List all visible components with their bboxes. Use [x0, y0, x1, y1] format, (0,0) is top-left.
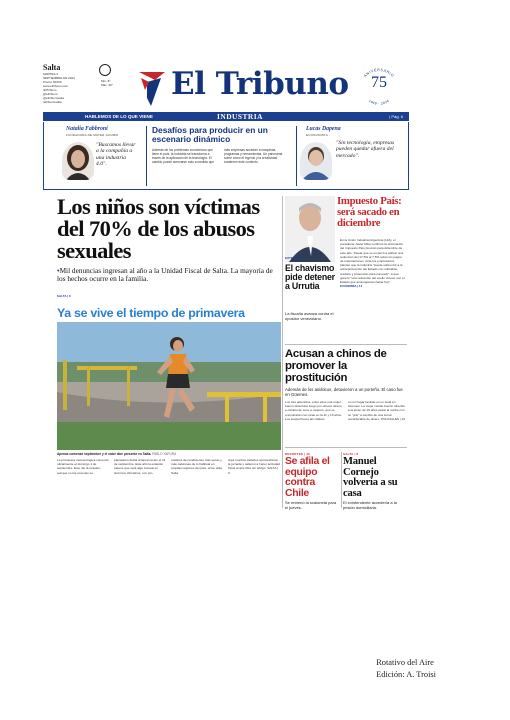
body-column: en un hogar familiar en un local en Güemes. La mujer celular fueron ofrecido a la joven de 16 años pasar la noche con su "jefe" a cambio de una suma considerable de dinero. POLICIALES | 22	[348, 400, 406, 421]
section-tag: SALTA | 8	[343, 452, 359, 456]
svg-text:1949 · 2024	[368, 99, 390, 106]
social-facebook: /ElTribuno	[43, 88, 57, 92]
footer-credit	[376, 657, 436, 681]
interview-quote: "Sin tecnología, empresas pueden quedar afuera del mercado".	[336, 140, 395, 159]
anniversary-badge	[355, 63, 403, 109]
anniversary-years: 1949 · 2024	[367, 98, 391, 106]
interviewee-name: Lucas Dapena	[306, 126, 341, 132]
urrutia-photo	[285, 196, 335, 262]
footer-line: Rotativo del Aire	[376, 658, 434, 667]
website-line: www.eltribuno.com	[43, 84, 69, 88]
newspaper-front-page	[43, 62, 409, 512]
body-column: Aquí muchos salteños aprovecharon la jornada y salieron a hacer actividad física al aire libre sin abrigo. SALTA | 9	[228, 458, 280, 475]
price-line: Precio: $1500	[43, 80, 62, 84]
industria-headline: Desafíos para producir en un escenario dinámico	[152, 125, 268, 145]
anniversary-word: ANIVERSARIO	[363, 67, 395, 79]
weather-min: Mín. 8°	[101, 79, 111, 83]
interview-left	[66, 126, 156, 137]
impuesto-body-text: En la Unión Industrial Argentina (UIA), el presidente Javier Milei confirmó la eliminación del Impuesto País previsto para diciembre de este año. Desde que se empezó a aplicar una reducción del 17,5% al 7,5% sobre los pagos de importaciones. Ante los empresarios, planteó que la industria "puede sobrevivir a la sobreprotección del Estado con subsidios, créditos y protección para competir". A qué generó "una reducción del cuello vicioso con el Estado que aconsejamos hasta hoy".	[340, 238, 405, 285]
chile-headline: Se afila el equipo contra Chile	[285, 456, 330, 499]
masthead	[43, 62, 409, 110]
interview-quote: "Buscamos llevar a la compañía a una industria 4.0".	[96, 142, 136, 168]
page-reference: SALTA | 6	[57, 294, 71, 298]
interviewee-role: ECONOMISTA	[306, 133, 328, 137]
avatar	[300, 142, 332, 180]
main-subhead	[57, 267, 281, 283]
footer-line: Edición: A. Troisi	[376, 670, 436, 679]
page-reference: EXTERIOR | 38	[285, 256, 307, 260]
section-tag: DEPORTES | 40	[285, 452, 310, 456]
industria-body: más empresas accedan a máquinas, programas y herramientas. Un panorama sobre cómo el ingenio y la creatividad sostienen este contexto.	[224, 148, 283, 165]
industria-body: Además de los problemas económicos que tiene el país, la industria se transforma a través de la aplicación de la tecnología. El cambio puede acercarse más a medida que	[152, 148, 215, 165]
main-headline: Los niños son víctimas del 70% de los abusos sexuales	[57, 194, 260, 263]
body-column: plantearon debía arranca recién el 21 de septiembre. Este año la estación parece que será algo inusual en términos climáticos, con pro-	[114, 458, 166, 475]
caption-text: Apenas comenzó septiembre y el calor dice presente en Salta.	[57, 452, 152, 456]
body-column: Los tres detenidos, entre ellos una mujer, fueron detenidos luego por ofrecer dinero a cambio de sexo a mujeres, que se encontrarán con otras en la 11 y 13 años. Los sospechosos las citaban	[285, 400, 342, 421]
tribuno-logo-icon	[135, 68, 169, 108]
industria-feature	[152, 126, 292, 144]
weather-icon	[99, 64, 111, 76]
photo-credit: PABLO YAPURA	[152, 452, 177, 456]
section-bar-title: INDUSTRIA	[217, 112, 263, 121]
social-twitter: @eltribuno	[43, 92, 58, 96]
interviewee-name: Natalia Fabbroni	[66, 126, 108, 132]
avatar	[62, 142, 94, 180]
chavismo-subhead: La fiscalía avanza contra el opositor venezolano.	[285, 311, 334, 321]
acusan-body	[285, 400, 407, 440]
section-bar-page: | Pág. 6	[389, 114, 403, 119]
cornejo-story	[343, 452, 407, 511]
date-line: MARTES 3	[43, 72, 58, 76]
chile-story	[285, 452, 339, 511]
weather-info	[101, 79, 113, 87]
industria-strip	[43, 122, 409, 190]
section-bar	[43, 112, 409, 121]
masthead-info	[43, 63, 99, 104]
body-column: La primavera meteorológica comenzó oficialmente el domingo 1 de septiembre. Esto dio la ocasión, aunque no las escenas se	[57, 458, 109, 475]
acusan-subhead: Además de los asiáticos, detuvieron a un porteño. El caso fue en Güemes.	[285, 387, 403, 398]
interviewee-role: FUNDADORA DE MATER GOURM	[66, 133, 119, 137]
impuesto-headline: Impuesto País: será sacado en diciembre	[337, 195, 402, 230]
weather-max: Máx. 30°	[101, 83, 113, 87]
primavera-body	[57, 458, 281, 508]
photo-caption	[57, 452, 281, 456]
impuesto-body	[340, 238, 406, 288]
social-instagram: @eltribunosalta	[43, 96, 64, 100]
newspaper-title: El Tribuno	[171, 66, 349, 102]
page-reference: ECONOMÍA | 14	[340, 284, 363, 289]
section-bar-left: HABLEMOS DE LO QUE VIENE	[85, 114, 153, 119]
cornejo-headline: Manuel Cornejo volvería a su casa	[343, 456, 398, 499]
city-name: Salta	[43, 63, 61, 72]
chavismo-headline: El chavismo pide detener a Urrutia	[285, 263, 335, 292]
bullet-icon: •	[57, 266, 60, 275]
date-line: SEPTIEMBRE DE 2024	[43, 76, 75, 80]
cornejo-subhead: El exintendente accedería a la prisión domiciliaria.	[343, 500, 397, 511]
anniversary-number: 75	[371, 74, 387, 91]
runner-photo	[57, 322, 281, 450]
chile-subhead: Se entrenó la scaloneta para el jueves.	[285, 500, 337, 511]
main-subhead-text: Mil denuncias ingresan al año a la Unidad Fiscal de Salta. La mayoría de los hechos ocurre en la familia.	[57, 266, 273, 284]
primavera-headline: Ya se vive el tiempo de primavera	[57, 306, 245, 320]
body-column: nósticos de condiciones más secas y más calurosas de lo habitual en amplias regiones del país, entre ellas Salta.	[171, 458, 223, 475]
acusan-headline: Acusan a chinos de promover la prostitución	[285, 348, 387, 384]
interview-right	[306, 126, 406, 137]
social-youtube: /eltribunosalta	[43, 100, 62, 104]
